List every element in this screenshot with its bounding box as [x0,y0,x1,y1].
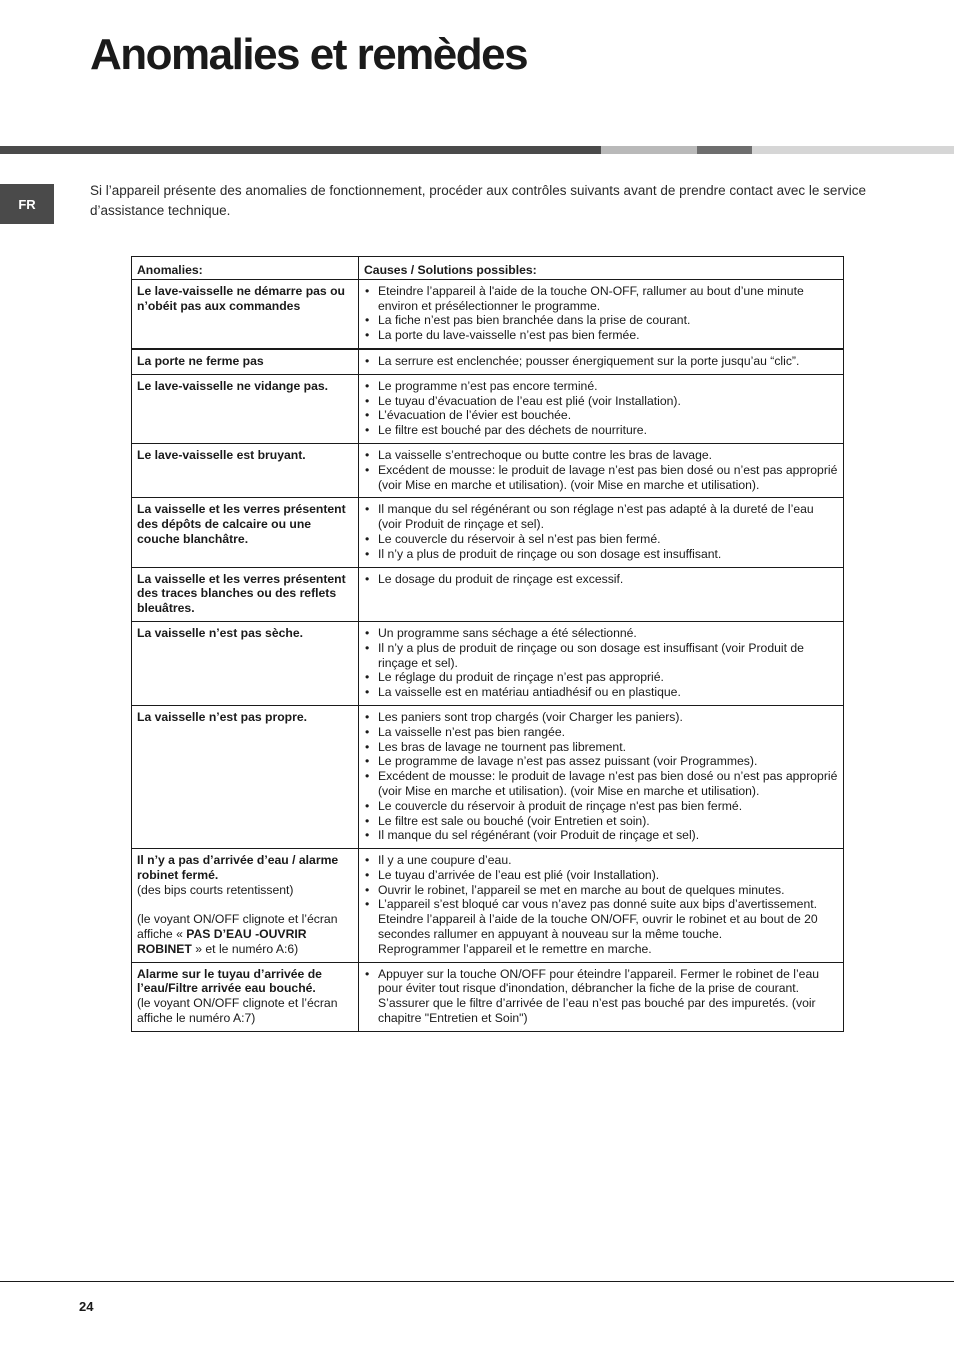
table-row [132,498,844,567]
header-stripe-dark [0,146,601,154]
list-item: • Le couvercle du réservoir à produit de rinçage n'est pas bien fermé. [364,799,838,814]
list-item: • Le tuyau d’arrivée de l’eau est plié (voir Installation). [364,868,838,883]
causes-cell [359,962,844,1031]
table-row [132,705,844,848]
anomaly-cell [132,849,359,963]
intro-paragraph: Si l’appareil présente des anomalies de fonctionnement, procéder aux contrôles suivants avant de prendre contact avec le service d’assistance technique. [90,183,866,218]
list-item: • L’évacuation de l’évier est bouchée. [364,408,838,423]
causes-list [364,572,838,587]
page-number: 24 [79,1299,94,1314]
anomaly-note: (le voyant ON/OFF clignote et l’écran affiche « [137,912,338,942]
list-item: • Le filtre est bouché par des déchets de nourriture. [364,423,838,438]
list-item: • La porte du lave-vaisselle n’est pas bien fermée. [364,328,838,343]
header-stripe-mid [697,146,752,154]
list-item: • Les bras de lavage ne tournent pas librement. [364,740,838,755]
anomaly-title: La vaisselle et les verres présentent des dépôts de calcaire ou une couche blanchâtre. [137,502,346,546]
list-item: • La fiche n’est pas bien branchée dans la prise de courant. [364,313,838,328]
anomaly-title: Alarme sur le tuyau d’arrivée de l’eau/Filtre arrivée eau bouché. [137,966,322,996]
causes-cell [359,621,844,705]
causes-list [364,448,838,492]
list-item: • Le couvercle du réservoir à sel n’est pas bien fermé. [364,532,838,547]
causes-list [364,710,838,843]
table-header-row [132,257,844,280]
anomaly-title: Le lave-vaisselle est bruyant. [137,447,306,462]
header-causes: Causes / Solutions possibles: [359,257,844,280]
anomaly-title: La porte ne ferme pas [137,353,264,368]
page-title: Anomalies et remèdes [90,30,528,79]
causes-cell [359,705,844,848]
list-item: • Les paniers sont trop chargés (voir Charger les paniers). [364,710,838,725]
table-row [132,349,844,374]
anomaly-cell [132,498,359,567]
anomaly-cell [132,621,359,705]
footer-rule [0,1281,954,1282]
causes-list [364,853,838,957]
anomaly-title: La vaisselle n’est pas sèche. [137,625,303,640]
anomaly-cell [132,349,359,374]
list-item: • La vaisselle est en matériau antiadhésif ou en plastique. [364,685,838,700]
list-item: • Il n’y a plus de produit de rinçage ou son dosage est insuffisant. [364,547,838,562]
causes-list [364,354,838,369]
anomaly-title: Il n’y a pas d’arrivée d’eau / alarme robinet fermé. [137,853,339,882]
anomaly-title: Le lave-vaisselle ne vidange pas. [137,378,329,393]
anomaly-cell [132,443,359,497]
anomaly-cell [132,705,359,848]
table-row [132,374,844,443]
anomaly-cell [132,962,359,1031]
list-item: • Ouvrir le robinet, l’appareil se met en marche au bout de quelques minutes. [364,883,838,898]
causes-list [364,502,838,561]
list-item: • Le programme de lavage n’est pas assez puissant (voir Programmes). [364,754,838,769]
list-item: • Appuyer sur la touche ON/OFF pour éteindre l’appareil. Fermer le robinet de l’eau pour éviter tout risque d'inondation, débrancher la fiche de la prise de courant. S’assurer que le filtre d’arrivée de l’eau n’est pas bouché par des impuretés. (voir chapitre "Entretien et Soin") [364,967,838,1026]
list-item: • L’appareil s’est bloqué car vous n’avez pas donné suite aux bips d’avertissement. Eteindre l’appareil à l’aide de la touche ON/OFF, ouvrir le robinet et au bout de 20 secondes rallumer en appuyant à nouveau sur la même touche. Reprogrammer l’appareil et le remettre en marche. [364,897,838,956]
anomalies-table [131,256,844,1032]
causes-cell [359,279,844,349]
causes-list [364,626,838,700]
anomaly-cell [132,567,359,621]
list-item: • Excédent de mousse: le produit de lavage n’est pas bien dosé ou n’est pas approprié (voir Mise en marche et utilisation). (voir Mise en marche et utilisation). [364,463,838,493]
anomaly-title: La vaisselle n’est pas propre. [137,709,308,724]
causes-list [364,284,838,343]
header-stripe-pale [752,146,954,154]
list-item: • Excédent de mousse: le produit de lavage n’est pas bien dosé ou n’est pas approprié (voir Mise en marche et utilisation). (voir Mise en marche et utilisation). [364,769,838,799]
anomaly-note: » et le numéro A:6) [191,941,299,956]
causes-cell [359,849,844,963]
list-item: • Un programme sans séchage a été sélectionné. [364,626,838,641]
causes-list [364,967,838,1026]
causes-cell [359,374,844,443]
causes-cell [359,349,844,374]
list-item: • La vaisselle s’entrechoque ou butte contre les bras de lavage. [364,448,838,463]
anomaly-title: La vaisselle et les verres présentent des traces blanches ou des reflets bleuâtres. [137,571,346,616]
table-row [132,443,844,497]
list-item: • Il y a une coupure d’eau. [364,853,838,868]
language-tab: FR [0,184,54,224]
causes-list [364,379,838,438]
header-stripe-light [601,146,697,154]
anomaly-note: (des bips courts retentissent) [137,882,294,897]
list-item: • La vaisselle n’est pas bien rangée. [364,725,838,740]
list-item: • Le réglage du produit de rinçage n’est pas approprié. [364,670,838,685]
list-item: • Le filtre est sale ou bouché (voir Entretien et soin). [364,814,838,829]
list-item: • La serrure est enclenchée; pousser énergiquement sur la porte jusqu’au “clic”. [364,354,838,369]
anomaly-cell [132,374,359,443]
table-row [132,849,844,963]
table-row [132,621,844,705]
anomaly-title: Le lave-vaisselle ne démarre pas ou n’obéit pas aux commandes [137,283,345,313]
header-anomalies: Anomalies: [132,257,359,280]
table-row [132,279,844,349]
causes-cell [359,567,844,621]
anomaly-note: (le voyant ON/OFF clignote et l’écran affiche le numéro A:7) [137,996,338,1026]
table-row [132,567,844,621]
list-item: • Il manque du sel régénérant ou son réglage n’est pas adapté à la dureté de l’eau (voir Produit de rinçage et sel). [364,502,838,532]
list-item: • Il manque du sel régénérant (voir Produit de rinçage et sel). [364,828,838,843]
list-item: • Le tuyau d’évacuation de l’eau est plié (voir Installation). [364,394,838,409]
list-item: • Eteindre l’appareil à l'aide de la touche ON-OFF, rallumer au bout d’une minute environ et présélectionner le programme. [364,284,838,314]
causes-cell [359,498,844,567]
list-item: • Le dosage du produit de rinçage est excessif. [364,572,838,587]
list-item: • Le programme n’est pas encore terminé. [364,379,838,394]
list-item: • Il n’y a plus de produit de rinçage ou son dosage est insuffisant (voir Produit de rinçage et sel). [364,641,838,671]
causes-cell [359,443,844,497]
anomaly-display-text: PAS D’EAU -OUVRIR ROBINET [137,927,307,956]
table-row [132,962,844,1031]
anomaly-cell [132,279,359,349]
